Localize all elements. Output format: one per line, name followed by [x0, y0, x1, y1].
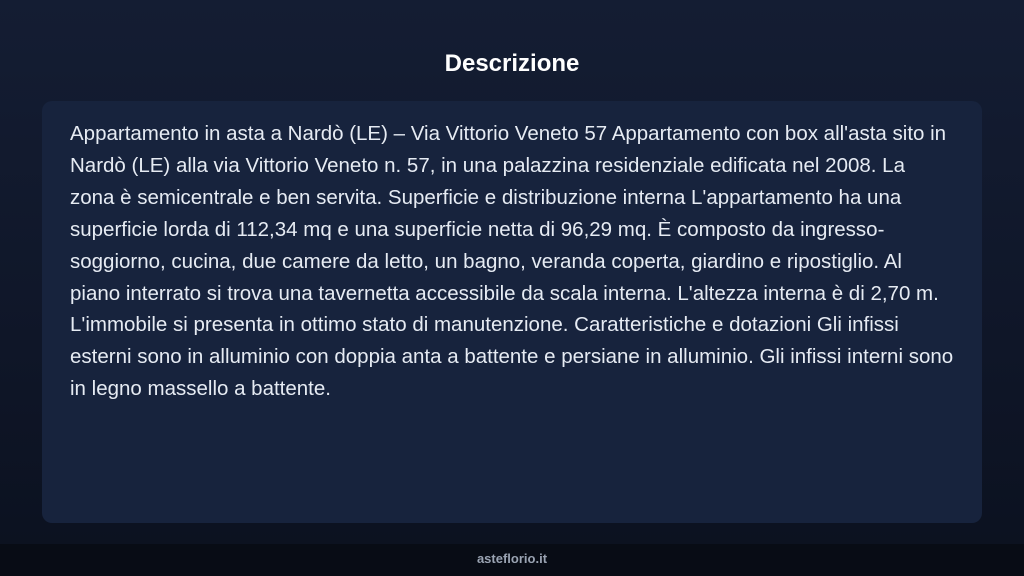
footer-site-label: asteflorio.it [476, 551, 548, 566]
description-card [42, 101, 982, 523]
footer-bar [0, 544, 1024, 576]
page-title: Descrizione [444, 50, 580, 77]
description-text: Appartamento in asta a Nardò (LE) – Via Vittorio Veneto 57 Appartamento con box all'asta sito in Nardò (LE) alla via Vittorio Veneto n. 57, in una palazzina residenziale edificata nel 2008. La zona è semicentrale e ben servita. Superficie e distribuzione interna L'appartamento ha una superficie lorda di 112,34 mq e una superficie netta di 96,29 mq. È composto da ingresso-soggiorno, cucina, due camere da letto, un bagno, veranda coperta, giardino e ripostiglio. Al piano interrato si trova una tavernetta accessibile da scala interna. L'altezza interna è di 2,70 m. L'immobile si presenta in ottimo stato di manutenzione. Caratteristiche e dotazioni Gli infissi esterni sono in alluminio con doppia anta a battente e persiane in alluminio. Gli infissi interni sono in legno massello a battente. [70, 122, 954, 401]
